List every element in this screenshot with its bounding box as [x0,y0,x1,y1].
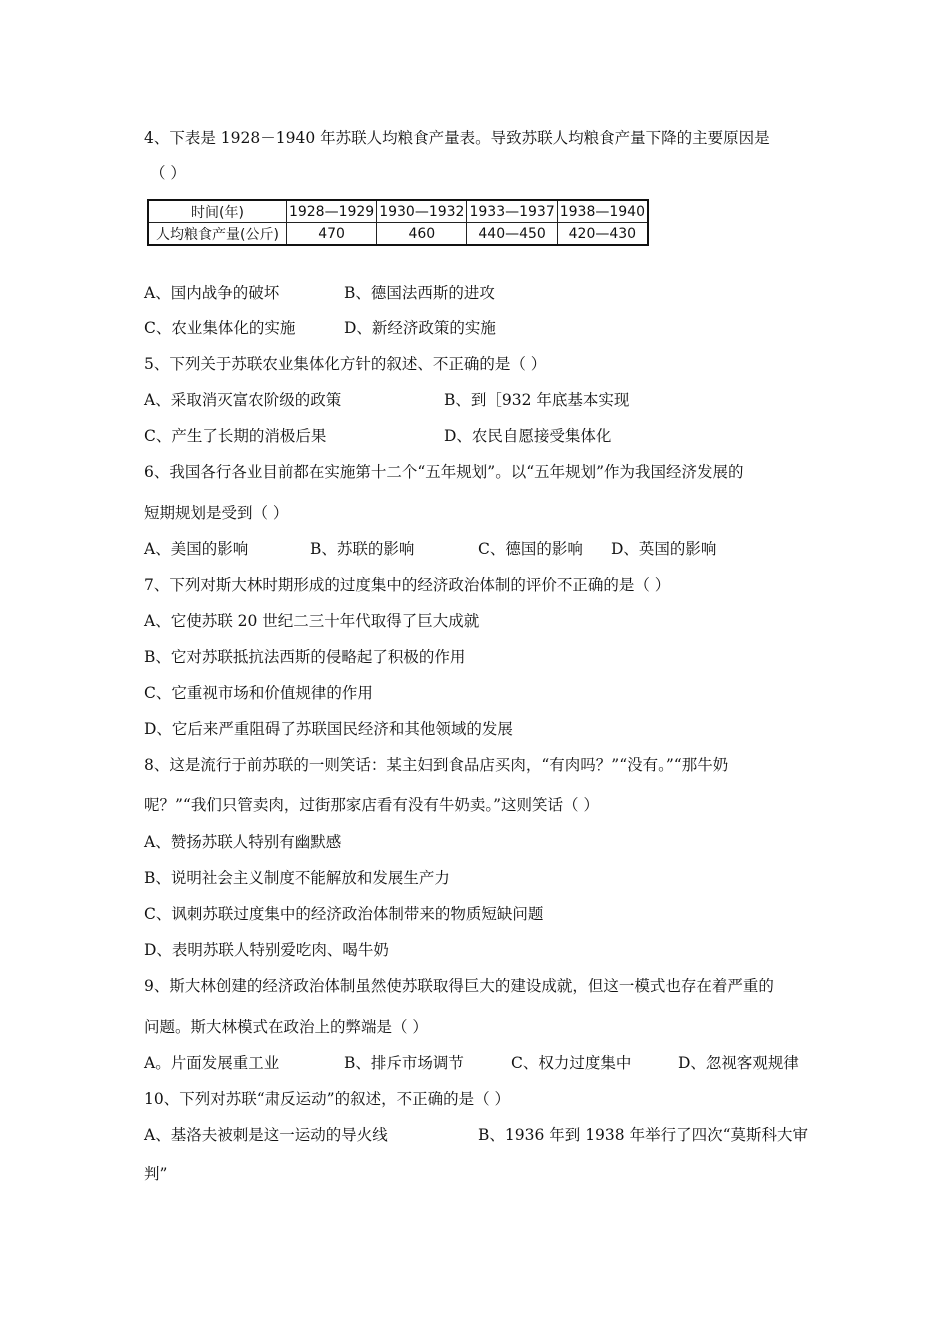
q10-option-b[interactable]: B、1936 年到 1938 年举行了四次“莫斯科大审 [478,1126,808,1144]
q9-option-d[interactable]: D、忽视客观规律 [678,1054,799,1072]
q10-option-a[interactable]: A、基洛夫被刺是这一运动的导火线 [144,1126,388,1144]
q6-option-c[interactable]: C、德国的影响 [478,540,583,558]
q5-option-c[interactable]: C、产生了长期的消极后果 [144,427,327,445]
q4-option-a[interactable]: A、国内战争的破坏 [144,284,280,302]
q7-option-c[interactable]: C、它重视市场和价值规律的作用 [144,684,373,702]
q10-option-b-continued: 判” [144,1165,168,1183]
q7-option-b[interactable]: B、它对苏联抵抗法西斯的侵略起了积极的作用 [144,648,466,666]
table-cell: 470 [286,223,376,246]
q4-answer-blank: （ ） [150,164,186,182]
q5-option-b[interactable]: B、到［932 年底基本实现 [444,391,630,409]
table-row [148,200,648,223]
q7-option-a[interactable]: A、它使苏联 20 世纪二三十年代取得了巨大成就 [144,612,480,630]
table-row [148,223,648,246]
q4-stem: 4、下表是 1928－1940 年苏联人均粮食产量表。导致苏联人均粮食产量下降的主要原因是 [144,129,770,147]
q4-option-c[interactable]: C、农业集体化的实施 [144,319,296,337]
q8-stem-line1: 8、这是流行于前苏联的一则笑话：某主妇到食品店买肉，“有肉吗？”“没有。”“那牛奶 [144,756,729,774]
q8-option-d[interactable]: D、表明苏联人特别爱吃肉、喝牛奶 [144,941,389,959]
table-cell: 460 [377,223,467,246]
q6-option-d[interactable]: D、英国的影响 [611,540,717,558]
q4-option-d[interactable]: D、新经济政策的实施 [344,319,496,337]
q9-option-c[interactable]: C、权力过度集中 [511,1054,632,1072]
q6-stem-line2: 短期规划是受到（ ） [144,504,289,522]
table-header-cell: 1930—1932 [377,200,467,223]
q9-option-a[interactable]: A。片面发展重工业 [144,1054,280,1072]
q9-stem-line2: 问题。斯大林模式在政治上的弊端是（ ） [144,1018,428,1036]
q8-option-b[interactable]: B、说明社会主义制度不能解放和发展生产力 [144,869,450,887]
q8-stem-line2: 呢？”“我们只管卖肉，过街那家店看有没有牛奶卖。”这则笑话（ ） [144,796,599,814]
table-cell: 人均粮食产量(公斤) [148,223,286,246]
q6-option-a[interactable]: A、美国的影响 [144,540,249,558]
q6-option-b[interactable]: B、苏联的影响 [310,540,415,558]
q6-stem-line1: 6、我国各行各业目前都在实施第十二个“五年规划”。以“五年规划”作为我国经济发展的 [144,463,744,481]
q4-option-b[interactable]: B、德国法西斯的进攻 [344,284,495,302]
q9-option-b[interactable]: B、排斥市场调节 [344,1054,464,1072]
q9-stem-line1: 9、斯大林创建的经济政治体制虽然使苏联取得巨大的建设成就，但这一模式也存在着严重的 [144,977,774,995]
table-header-cell: 1933—1937 [467,200,557,223]
q7-option-d[interactable]: D、它后来严重阻碍了苏联国民经济和其他领域的发展 [144,720,513,738]
table-cell: 420—430 [557,223,648,246]
q10-stem: 10、下列对苏联“肃反运动”的叙述，不正确的是（ ） [144,1090,510,1108]
q7-stem: 7、下列对斯大林时期形成的过度集中的经济政治体制的评价不正确的是（ ） [144,576,671,594]
grain-production-table [147,199,649,246]
table-header-cell: 时间(年) [148,200,286,223]
table-cell: 440—450 [467,223,557,246]
q5-option-d[interactable]: D、农民自愿接受集体化 [444,427,612,445]
q8-option-a[interactable]: A、赞扬苏联人特别有幽默感 [144,833,342,851]
q5-option-a[interactable]: A、采取消灭富农阶级的政策 [144,391,342,409]
q8-option-c[interactable]: C、讽刺苏联过度集中的经济政治体制带来的物质短缺问题 [144,905,544,923]
table-header-cell: 1928—1929 [286,200,376,223]
q5-stem: 5、下列关于苏联农业集体化方针的叙述、不正确的是（ ） [144,355,547,373]
table-header-cell: 1938—1940 [557,200,648,223]
